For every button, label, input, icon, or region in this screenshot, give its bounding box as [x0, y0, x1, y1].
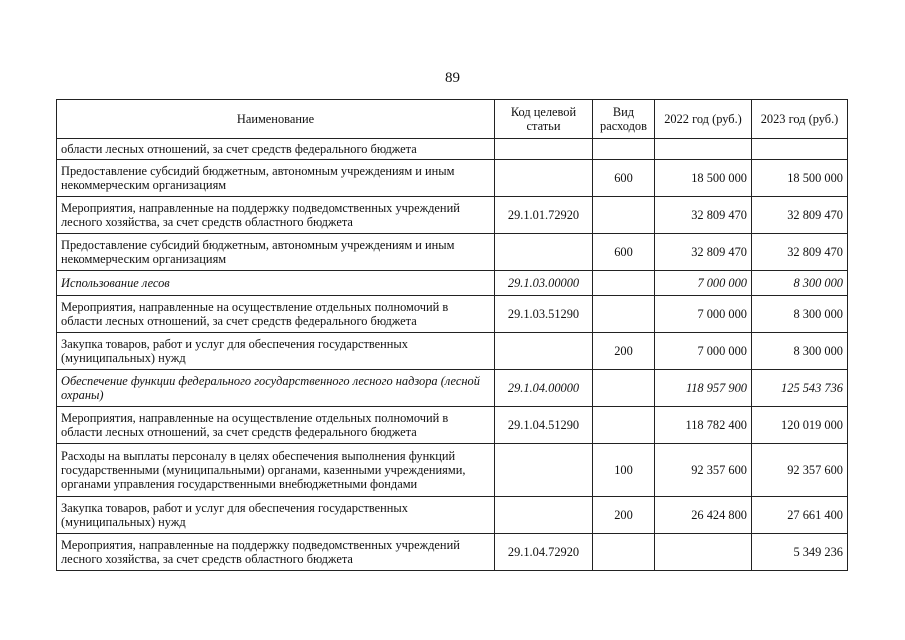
table-row [57, 534, 848, 571]
cell-code: 29.1.04.72920 [495, 534, 593, 571]
cell-name: Закупка товаров, работ и услуг для обеспечения государственных (муниципальных) нужд [57, 333, 495, 370]
cell-2022: 7 000 000 [655, 296, 752, 333]
cell-code: 29.1.04.00000 [495, 370, 593, 407]
cell-2022: 18 500 000 [655, 160, 752, 197]
cell-2022: 32 809 470 [655, 197, 752, 234]
cell-2023: 92 357 600 [752, 444, 848, 497]
cell-2022: 92 357 600 [655, 444, 752, 497]
table-row [57, 497, 848, 534]
cell-2023: 32 809 470 [752, 197, 848, 234]
cell-code: 29.1.04.51290 [495, 407, 593, 444]
cell-name: Закупка товаров, работ и услуг для обеспечения государственных (муниципальных) нужд [57, 497, 495, 534]
cell-2023: 120 019 000 [752, 407, 848, 444]
cell-code [495, 333, 593, 370]
cell-expense-type [593, 271, 655, 296]
cell-code: 29.1.01.72920 [495, 197, 593, 234]
table-row [57, 444, 848, 497]
cell-expense-type [593, 296, 655, 333]
cell-code [495, 497, 593, 534]
cell-code [495, 160, 593, 197]
cell-name: Мероприятия, направленные на поддержку подведомственных учреждений лесного хозяйства, за счет средств областного бюджета [57, 534, 495, 571]
cell-name: Расходы на выплаты персоналу в целях обеспечения выполнения функций государственными (муниципальными) органами, казенными учреждениями, органами управления государственными внебюджетными фондами [57, 444, 495, 497]
cell-code: 29.1.03.00000 [495, 271, 593, 296]
cell-code: 29.1.03.51290 [495, 296, 593, 333]
table-row [57, 333, 848, 370]
cell-expense-type [593, 139, 655, 160]
cell-name: Мероприятия, направленные на осуществление отдельных полномочий в области лесных отношений, за счет средств федерального бюджета [57, 296, 495, 333]
table-row [57, 160, 848, 197]
cell-2022: 118 782 400 [655, 407, 752, 444]
cell-expense-type [593, 534, 655, 571]
cell-2023: 8 300 000 [752, 271, 848, 296]
cell-2023 [752, 139, 848, 160]
cell-2022 [655, 534, 752, 571]
cell-name: области лесных отношений, за счет средств федерального бюджета [57, 139, 495, 160]
table-row [57, 197, 848, 234]
cell-2022: 26 424 800 [655, 497, 752, 534]
cell-2022 [655, 139, 752, 160]
cell-name: Обеспечение функции федерального государственного лесного надзора (лесной охраны) [57, 370, 495, 407]
table-row [57, 234, 848, 271]
table-row [57, 139, 848, 160]
cell-code [495, 139, 593, 160]
cell-2023: 27 661 400 [752, 497, 848, 534]
cell-expense-type: 600 [593, 234, 655, 271]
cell-expense-type: 600 [593, 160, 655, 197]
cell-expense-type [593, 407, 655, 444]
table-row [57, 296, 848, 333]
budget-table [56, 99, 848, 571]
cell-2023: 5 349 236 [752, 534, 848, 571]
cell-code [495, 444, 593, 497]
header-year-2022: 2022 год (руб.) [655, 100, 752, 139]
cell-expense-type: 200 [593, 333, 655, 370]
cell-name: Использование лесов [57, 271, 495, 296]
cell-expense-type: 100 [593, 444, 655, 497]
header-year-2023: 2023 год (руб.) [752, 100, 848, 139]
table-body [57, 139, 848, 571]
cell-name: Предоставление субсидий бюджетным, автономным учреждениям и иным некоммерческим организациям [57, 234, 495, 271]
table-row [57, 370, 848, 407]
cell-2022: 118 957 900 [655, 370, 752, 407]
header-code: Код целевой статьи [495, 100, 593, 139]
header-name: Наименование [57, 100, 495, 139]
cell-2023: 18 500 000 [752, 160, 848, 197]
cell-2023: 125 543 736 [752, 370, 848, 407]
header-expense-type: Вид расходов [593, 100, 655, 139]
cell-2022: 32 809 470 [655, 234, 752, 271]
cell-expense-type [593, 197, 655, 234]
cell-expense-type [593, 370, 655, 407]
cell-2023: 8 300 000 [752, 333, 848, 370]
cell-name: Предоставление субсидий бюджетным, автономным учреждениям и иным некоммерческим организациям [57, 160, 495, 197]
table-row [57, 407, 848, 444]
cell-name: Мероприятия, направленные на поддержку подведомственных учреждений лесного хозяйства, за счет средств областного бюджета [57, 197, 495, 234]
cell-2022: 7 000 000 [655, 333, 752, 370]
cell-code [495, 234, 593, 271]
cell-2023: 32 809 470 [752, 234, 848, 271]
cell-2023: 8 300 000 [752, 296, 848, 333]
cell-expense-type: 200 [593, 497, 655, 534]
cell-name: Мероприятия, направленные на осуществление отдельных полномочий в области лесных отношений, за счет средств федерального бюджета [57, 407, 495, 444]
cell-2022: 7 000 000 [655, 271, 752, 296]
page-number: 89 [445, 70, 460, 86]
table-row [57, 271, 848, 296]
table-header-row [57, 100, 848, 139]
